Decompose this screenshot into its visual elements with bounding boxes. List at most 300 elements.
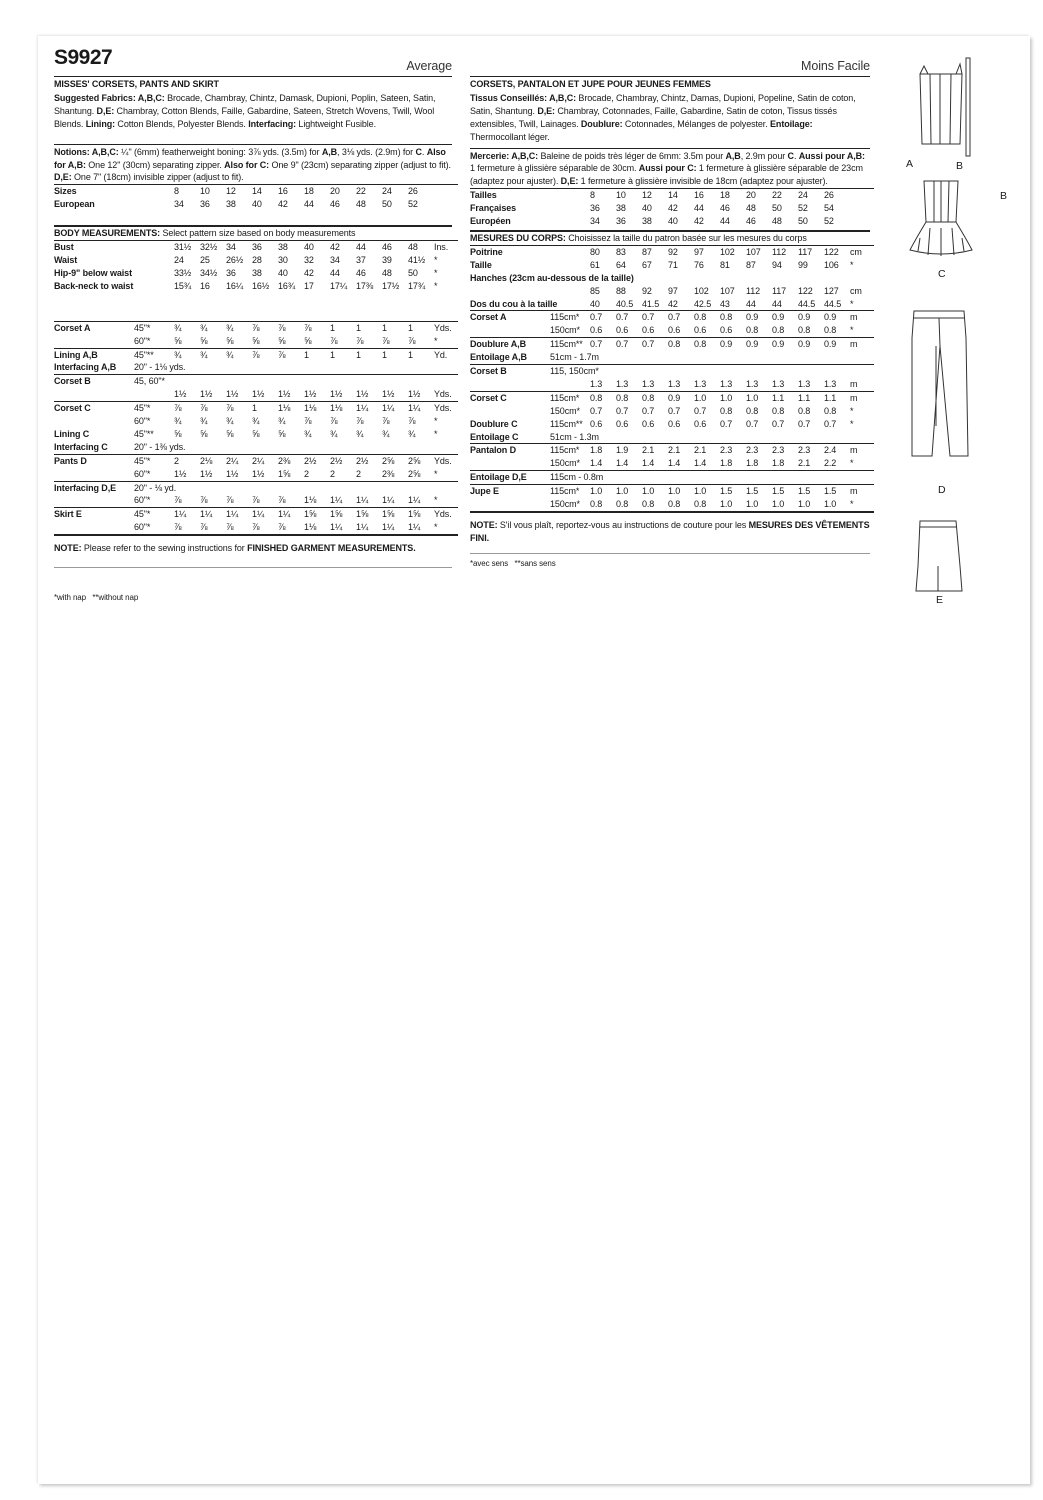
text-segment: NOTE: <box>54 543 82 554</box>
table-cell: 2.4 <box>824 444 850 457</box>
text-segment: , 2.9m pour <box>740 150 788 161</box>
table-cell: ¾ <box>278 416 286 427</box>
table-cell: 127 <box>824 285 839 296</box>
table-row <box>470 351 874 364</box>
table-cell: 117 <box>772 285 787 296</box>
text-segment: One 12" (30cm) separating zipper. <box>85 159 225 170</box>
table-cell: Interfacing A,B <box>54 362 117 373</box>
table-row <box>470 405 874 418</box>
table-cell: 88 <box>616 285 626 296</box>
table-cell <box>54 468 134 481</box>
table-cell: ⅞ <box>226 522 234 533</box>
table-cell: Sizes <box>54 186 77 197</box>
table-cell: ⅞ <box>174 495 182 506</box>
note-en <box>54 542 452 555</box>
view-label-c: C <box>938 268 946 280</box>
text-segment: Cotonnades, Mélanges de polyester. <box>622 118 771 129</box>
table-cell: ¾ <box>174 416 182 427</box>
table-cell: ⅝ <box>252 428 260 439</box>
table-cell <box>134 267 174 280</box>
table-cell: 1.3 <box>772 378 785 389</box>
table-cell: 1⅝ <box>382 508 408 521</box>
table-cell: * <box>434 428 438 439</box>
table-cell: 0.9 <box>668 391 694 404</box>
text-segment: Chambray, Cotonnades, Faille, Gabardine, Satin de coton, Tissus tissés extensibles, Twill, Lainages. <box>470 105 837 129</box>
table-cell: Corset B <box>54 375 134 388</box>
text-segment: Mercerie: A,B,C: <box>470 150 539 161</box>
table-cell <box>550 189 590 202</box>
table-cell: * <box>434 416 438 427</box>
table-cell: ⅞ <box>252 348 278 361</box>
table-cell: Pants D <box>54 454 134 467</box>
table-cell: 42 <box>278 199 288 210</box>
table-row <box>470 418 874 431</box>
table-cell: 1.1 <box>824 391 850 404</box>
table-cell: 1.0 <box>746 499 759 510</box>
table-row <box>54 185 458 198</box>
table-cell: 106 <box>824 259 839 270</box>
table-cell: 44.5 <box>824 298 842 309</box>
table-cell: 0.7 <box>590 338 616 351</box>
table-cell: 22 <box>772 189 798 202</box>
strap-b-sketch <box>966 58 970 156</box>
table-cell: ⅝ <box>226 428 234 439</box>
table-row <box>54 254 458 267</box>
table-cell <box>470 457 550 470</box>
text-segment: 1 fermeture à glissière séparable de 23cm (adaptez pour ajuster). <box>470 163 863 187</box>
table-cell: 107 <box>746 246 761 257</box>
table-cell: 25 <box>200 254 210 265</box>
table-cell: Doublure C <box>470 418 518 429</box>
table-cell: Corset C <box>54 402 134 415</box>
text-segment: FINISHED GARMENT MEASUREMENTS. <box>247 543 416 554</box>
table-cell: 1½ <box>200 389 213 400</box>
table-cell: 38 <box>252 267 262 278</box>
table-cell: 20" - 1⅜ yds. <box>134 441 186 452</box>
table-cell: * <box>850 298 854 309</box>
table-cell: Françaises <box>470 203 517 214</box>
table-cell: 1¼ <box>330 522 343 533</box>
table-cell: 48 <box>356 199 366 210</box>
table-cell: 20" - 1⅛ yds. <box>134 362 186 373</box>
difficulty-en: Average <box>406 59 452 73</box>
table-cell: 44 <box>746 298 756 309</box>
table-cell: ⅞ <box>330 335 338 346</box>
table-cell: 20" - ⅛ yd. <box>134 481 458 494</box>
table-cell: 50 <box>382 199 392 210</box>
table-cell: 0.7 <box>616 311 642 324</box>
table-cell: 1⅝ <box>278 468 291 479</box>
table-cell: 1¼ <box>278 508 304 521</box>
table-cell: ⅞ <box>304 321 330 334</box>
table-cell: 10 <box>200 186 210 197</box>
table-cell: 0.8 <box>694 338 720 351</box>
table-cell: Back-neck to waist <box>54 280 134 291</box>
table-cell: 43 <box>720 298 730 309</box>
note-fr <box>470 519 870 545</box>
garment-illustrations <box>906 46 1026 611</box>
table-cell: 1¼ <box>408 402 434 415</box>
table-cell: 0.6 <box>616 418 629 429</box>
table-cell: 1¼ <box>252 508 278 521</box>
table-row <box>470 189 874 202</box>
sizes-table-en <box>54 184 458 211</box>
table-cell: 12 <box>642 189 668 202</box>
table-cell: 1½ <box>174 389 187 400</box>
table-cell: m <box>850 338 874 351</box>
table-cell: 60"* <box>134 416 151 427</box>
table-cell: 45, 60"* <box>134 375 458 388</box>
table-cell: 60"* <box>134 522 151 533</box>
table-cell: 0.8 <box>824 405 837 416</box>
table-cell: 0.6 <box>616 325 629 336</box>
table-cell: ⅝ <box>200 335 208 346</box>
table-cell: 1.1 <box>798 391 824 404</box>
table-cell: 94 <box>772 259 782 270</box>
table-cell <box>134 185 174 198</box>
table-cell: 150cm* <box>550 325 580 336</box>
table-cell: 16¾ <box>278 280 296 291</box>
table-cell: 1 <box>304 348 330 361</box>
table-cell: 60"* <box>134 335 151 346</box>
table-cell: * <box>434 280 438 291</box>
table-cell <box>134 254 174 267</box>
table-cell: ¾ <box>226 321 252 334</box>
table-cell: * <box>434 495 438 506</box>
pattern-number: S9927 <box>54 46 113 69</box>
table-cell: 34 <box>226 242 236 253</box>
table-cell: 115cm** <box>550 338 590 351</box>
table-cell: Interfacing D,E <box>54 481 134 494</box>
table-cell: Taille <box>470 259 492 270</box>
table-row <box>54 428 458 441</box>
table-cell: 1 <box>330 321 356 334</box>
table-cell: 40 <box>304 242 314 253</box>
table-cell: 1⅛ <box>330 402 356 415</box>
table-cell: 1.9 <box>616 444 642 457</box>
table-cell: 16 <box>200 280 210 291</box>
table-cell: 112 <box>746 285 761 296</box>
table-cell: 40 <box>278 267 288 278</box>
table-row <box>54 508 458 521</box>
table-cell: Corset A <box>470 311 550 324</box>
table-cell: 2⅛ <box>200 454 226 467</box>
table-cell: 44 <box>356 242 366 253</box>
table-cell: 107 <box>720 285 735 296</box>
table-row <box>470 365 874 378</box>
table-cell: Ins. <box>434 242 449 253</box>
table-cell: 0.7 <box>590 311 616 324</box>
table-cell: ¾ <box>382 428 390 439</box>
table-cell: 115cm** <box>550 418 583 429</box>
table-cell: 1.3 <box>746 378 759 389</box>
table-cell: 30 <box>278 254 288 265</box>
view-label-a: A <box>906 158 914 170</box>
table-cell: 2⅝ <box>382 454 408 467</box>
table-cell: 1 <box>408 321 434 334</box>
table-cell: Dos du cou à la taille <box>470 298 558 309</box>
table-cell: 0.8 <box>590 391 616 404</box>
table-cell <box>434 198 458 211</box>
table-cell: 1½ <box>226 389 239 400</box>
table-cell: 46 <box>382 242 392 253</box>
table-cell: ⅞ <box>330 416 338 427</box>
table-cell: 18 <box>720 189 746 202</box>
table-cell: 36 <box>226 267 236 278</box>
table-cell: 150cm* <box>550 405 580 416</box>
table-cell: 17 <box>304 280 314 291</box>
table-cell: 40 <box>590 298 600 309</box>
table-cell: 1.0 <box>772 499 785 510</box>
table-cell: 46 <box>330 199 340 210</box>
table-cell: 0.6 <box>590 325 603 336</box>
table-cell: ⅝ <box>278 428 286 439</box>
table-row <box>54 454 458 467</box>
table-cell: Yd. <box>434 348 458 361</box>
text-segment: One 7" (18cm) invisible zipper (adjust to fit). <box>71 172 244 183</box>
table-cell: 0.8 <box>642 499 655 510</box>
table-cell: 0.8 <box>720 311 746 324</box>
table-cell: Lining C <box>54 428 90 439</box>
table-cell: 2½ <box>304 454 330 467</box>
table-cell: 1.4 <box>694 458 707 469</box>
table-cell: Entoilage D,E <box>470 471 550 485</box>
text-segment: D,E: <box>560 176 579 187</box>
text-segment: Interfacing: <box>248 118 297 129</box>
table-cell: 87 <box>746 259 756 270</box>
table-cell: 2⅜ <box>278 454 304 467</box>
text-segment: D,E: <box>96 105 115 116</box>
table-row <box>54 521 458 535</box>
table-cell: Yds. <box>434 402 458 415</box>
table-cell: 22 <box>356 186 366 197</box>
table-cell <box>550 245 590 258</box>
table-cell: 2.1 <box>642 444 668 457</box>
table-cell: 1¼ <box>356 402 382 415</box>
table-cell: 2¼ <box>252 454 278 467</box>
table-cell: 1.3 <box>616 378 629 389</box>
table-cell: 16 <box>278 186 288 197</box>
table-cell: * <box>850 499 854 510</box>
table-cell: 0.7 <box>720 418 733 429</box>
table-cell: ⅞ <box>200 522 208 533</box>
table-row <box>54 494 458 507</box>
table-cell: 0.8 <box>746 325 759 336</box>
table-cell: Yds. <box>434 454 458 467</box>
table-cell: 2½ <box>330 454 356 467</box>
table-cell: ⅞ <box>278 522 286 533</box>
table-cell: 0.6 <box>642 325 655 336</box>
body-measurements-heading-en: BODY MEASUREMENTS: Select pattern size based on body measurements <box>54 228 356 239</box>
table-cell: 0.6 <box>668 418 681 429</box>
text-segment: Chambray, Cotton Blends, Faille, Gabardine, Sateen, Stretch Wovens, Twill, Wool Blends. <box>54 105 435 129</box>
table-cell <box>54 388 134 401</box>
table-cell: 36 <box>590 203 600 214</box>
table-cell: 32½ <box>200 242 218 253</box>
text-segment: Brocade, Chambray, Chintz, Damask, Dupioni, Poplin, Sateen, Satin, Shantung. <box>54 92 436 116</box>
text-segment: A,B <box>321 146 338 157</box>
table-cell: 0.9 <box>720 338 746 351</box>
table-cell: 0.9 <box>824 338 850 351</box>
fabrics-fr <box>470 92 870 144</box>
table-cell: 0.8 <box>694 311 720 324</box>
table-cell: 0.8 <box>694 499 707 510</box>
notions-fr <box>470 150 870 189</box>
table-cell: 0.6 <box>590 418 603 429</box>
table-cell: cm <box>850 246 862 257</box>
table-cell: 38 <box>226 199 236 210</box>
table-cell: 48 <box>382 267 392 278</box>
table-cell: 1.3 <box>798 378 811 389</box>
table-cell: 115cm* <box>550 391 590 404</box>
table-cell: 0.7 <box>616 338 642 351</box>
table-cell: Pantalon D <box>470 444 550 457</box>
table-cell: 17¾ <box>408 280 426 291</box>
table-cell: Bust <box>54 242 74 253</box>
table-row <box>54 375 458 388</box>
table-cell <box>470 378 550 391</box>
table-cell: 115cm - 0.8m <box>550 471 874 485</box>
table-cell: 26 <box>824 189 850 202</box>
table-cell: 83 <box>616 246 626 257</box>
table-cell: Skirt E <box>54 508 134 521</box>
text-segment: D,E: <box>537 105 555 116</box>
table-cell: 0.7 <box>668 405 681 416</box>
text-segment: Lightweight Fusible. <box>296 118 376 129</box>
table-cell: 2⅝ <box>408 468 421 479</box>
table-row <box>54 361 458 374</box>
table-cell: 1 <box>382 321 408 334</box>
table-cell: 1¼ <box>382 495 395 506</box>
table-cell: 50 <box>772 203 782 214</box>
table-cell: ⅞ <box>408 416 416 427</box>
table-cell: 0.9 <box>824 311 850 324</box>
table-cell: 36 <box>200 199 210 210</box>
table-cell: 1.8 <box>720 458 733 469</box>
table-cell <box>134 388 174 401</box>
text-segment: C <box>415 146 422 157</box>
table-cell: 92 <box>642 285 652 296</box>
text-segment: MESURES DES VÊTEMENTS FINI. <box>470 520 870 543</box>
table-cell: 1.8 <box>590 444 616 457</box>
table-cell: 0.9 <box>798 338 824 351</box>
table-cell: Jupe E <box>470 485 550 498</box>
table-cell: 1.3 <box>694 378 707 389</box>
text-segment: Please refer to the sewing instructions for <box>81 543 248 554</box>
table-cell: 18 <box>304 186 314 197</box>
table-cell: 1.0 <box>720 391 746 404</box>
table-cell: 2 <box>330 468 335 479</box>
table-cell: 0.9 <box>772 338 798 351</box>
text-segment: Also for A,B: <box>54 146 446 170</box>
table-cell: * <box>850 418 854 429</box>
table-cell: 51cm - 1.3m <box>550 431 599 442</box>
table-cell: 16½ <box>252 280 270 291</box>
view-label-d: D <box>938 484 946 496</box>
table-row <box>470 391 874 404</box>
table-cell: ¾ <box>200 348 226 361</box>
table-cell: 1.3 <box>668 378 681 389</box>
table-cell: 1.0 <box>720 499 733 510</box>
table-cell: ⅞ <box>382 335 390 346</box>
table-cell: 1.0 <box>694 485 720 498</box>
table-cell: 1.8 <box>746 458 759 469</box>
table-cell: 0.6 <box>694 325 707 336</box>
table-cell: 17⅜ <box>356 280 374 291</box>
table-cell: 0.7 <box>668 311 694 324</box>
table-cell: 1½ <box>252 468 265 479</box>
table-cell: ¾ <box>226 416 234 427</box>
table-cell: 42.5 <box>694 298 712 309</box>
table-cell: 32 <box>304 254 314 265</box>
table-cell: 10 <box>616 189 642 202</box>
footnote-en: *with nap **without nap <box>54 593 139 603</box>
table-cell: 150cm* <box>550 458 580 469</box>
body-measurements-heading-fr: MESURES DU CORPS: Choisissez la taille du patron basée sur les mesures du corps <box>470 232 807 243</box>
yardage-table-en <box>54 321 458 537</box>
table-cell: ⅞ <box>382 416 390 427</box>
table-cell: ¾ <box>174 321 200 334</box>
table-cell: 1¼ <box>356 522 369 533</box>
table-row <box>470 457 874 470</box>
table-cell: ⅞ <box>278 321 304 334</box>
table-cell: 0.9 <box>746 338 772 351</box>
table-row <box>470 285 874 298</box>
table-cell: ⅞ <box>174 522 182 533</box>
table-cell: 24 <box>174 254 184 265</box>
text-segment: . <box>793 150 799 161</box>
table-cell: 2½ <box>356 454 382 467</box>
table-cell: * <box>850 259 854 270</box>
table-cell: 50 <box>408 267 418 278</box>
table-cell: 1⅝ <box>330 508 356 521</box>
table-cell: 45"** <box>134 348 174 361</box>
table-cell: 1¼ <box>382 402 408 415</box>
table-cell: 44 <box>330 267 340 278</box>
table-cell: 31½ <box>174 242 192 253</box>
table-cell: 0.7 <box>824 418 837 429</box>
table-cell: 0.8 <box>824 325 837 336</box>
table-cell: 14 <box>252 186 262 197</box>
table-cell: 52 <box>798 203 808 214</box>
text-segment: Tissus Conseillés: A,B,C: <box>470 92 577 103</box>
table-cell: m <box>850 444 874 457</box>
table-cell: ⅝ <box>174 335 182 346</box>
notions-en <box>54 146 452 185</box>
table-cell: 33½ <box>174 267 192 278</box>
table-cell: 76 <box>694 259 704 270</box>
table-cell: 1¼ <box>200 508 226 521</box>
table-cell: 1½ <box>226 468 239 479</box>
table-cell: m <box>850 311 874 324</box>
table-cell: 1½ <box>382 389 395 400</box>
fabrics-en <box>54 92 452 131</box>
table-cell: 54 <box>824 203 834 214</box>
table-cell: 52 <box>408 199 418 210</box>
text-segment: Cotton Blends, Polyester Blends. <box>115 118 249 129</box>
table-cell: 2.3 <box>772 444 798 457</box>
table-cell: 1⅝ <box>408 508 434 521</box>
table-cell: 0.8 <box>772 405 785 416</box>
text-segment: Suggested Fabrics: A,B,C: <box>54 92 165 103</box>
table-cell: ⅞ <box>252 321 278 334</box>
table-row <box>470 338 874 351</box>
table-cell: * <box>850 405 854 416</box>
table-cell: ⅞ <box>226 495 234 506</box>
table-cell <box>134 198 174 211</box>
table-cell: ⅝ <box>174 428 182 439</box>
table-cell: 41.5 <box>642 298 660 309</box>
